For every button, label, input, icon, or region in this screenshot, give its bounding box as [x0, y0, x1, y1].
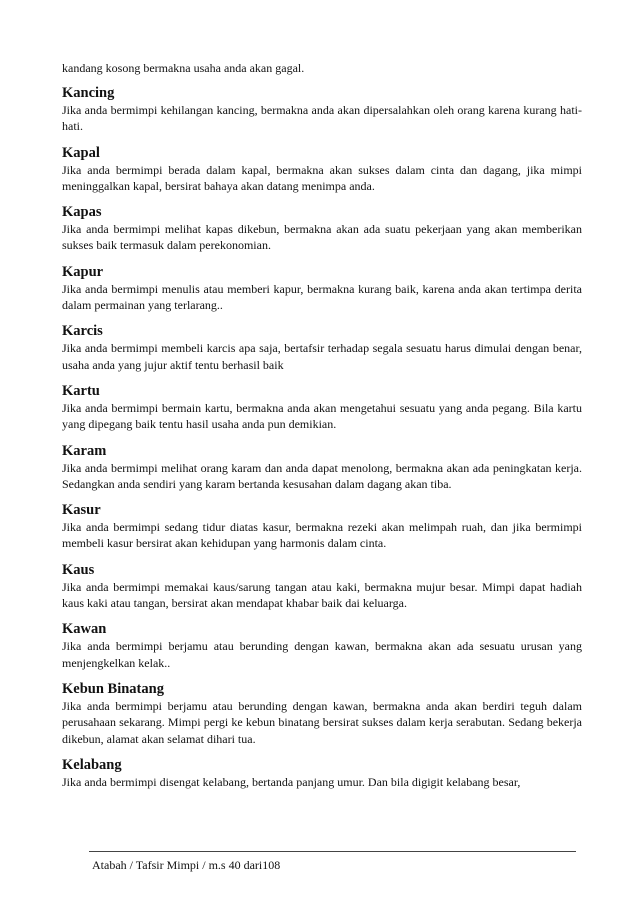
entry-text: Jika anda bermimpi disengat kelabang, bertanda panjang umur. Dan bila digigit kelabang besar, — [62, 774, 521, 789]
entry-text: Jika anda bermimpi berjamu atau berunding dengan kawan, bermakna anda akan berdiri teguh dalam perusahaan sekarang. Mimpi pergi ke kebun binatang bersirat sukses dalam kerja serabutan. Sedang bekerja dikebun, alamat akan selamat dihari tua. — [62, 698, 582, 746]
entry-title: Kelabang — [62, 756, 122, 773]
entry-title: Kapal — [62, 144, 100, 161]
entry-title: Kasur — [62, 502, 101, 519]
entry-title: Kebun Binatang — [62, 680, 164, 697]
entry-text: Jika anda bermimpi menulis atau memberi kapur, bermakna kurang baik, karena anda akan tertimpa derita dalam permainan yang terlarang.. — [62, 281, 582, 313]
entry-title: Kapas — [62, 204, 102, 221]
footer-divider — [89, 851, 576, 852]
entry-text: Jika anda bermimpi sedang tidur diatas kasur, bermakna rezeki akan melimpah ruah, dan jika bermimpi membeli kasur bersirat akan kehidupan yang harmonis dalam cinta. — [62, 520, 582, 551]
entry-title: Kancing — [62, 85, 115, 101]
entry — [62, 323, 582, 373]
entry — [62, 757, 582, 790]
entry — [62, 264, 582, 314]
document-page — [62, 60, 582, 800]
entry-title: Kapur — [62, 263, 104, 280]
entry-text: Jika anda bermimpi memakai kaus/sarung tangan atau kaki, bermakna mujur besar. Mimpi dapat hadiah kaus kaki atau tangan, bersirat akan mendapat khabar baik dai keluarga. — [62, 579, 582, 611]
entry — [62, 145, 582, 195]
entry — [62, 562, 582, 612]
page-footer: Atabah / Tafsir Mimpi / m.s 40 dari108 — [92, 858, 281, 872]
entry-title: Kaus — [62, 561, 95, 578]
entry-text: Jika anda bermimpi membeli karcis apa saja, bertafsir terhadap segala sesuatu harus dimulai dengan benar, usaha anda yang jujur aktif tentu berhasil baik — [62, 341, 582, 372]
entry-text: Jika anda bermimpi berjamu atau berunding dengan kawan, bermakna akan ada sesuatu urusan yang menjengkelkan kelak.. — [62, 639, 582, 670]
entry — [62, 681, 582, 747]
entry — [62, 204, 582, 254]
entry-text: Jika anda bermimpi berada dalam kapal, bermakna akan sukses dalam cinta dan dagang, jika mimpi meninggalkan kapal, bersirat bahaya akan datang menimpa anda. — [62, 162, 582, 193]
entry-title: Kartu — [62, 382, 100, 399]
entry — [62, 621, 582, 671]
intro-text: kandang kosong bermakna usaha anda akan gagal. — [62, 61, 305, 75]
entry-title: Karam — [62, 442, 107, 459]
entry — [62, 502, 582, 552]
entry-title: Karcis — [62, 323, 103, 340]
entry — [62, 443, 582, 493]
entry-text: Jika anda bermimpi bermain kartu, bermakna anda akan mengetahui sesuatu yang anda pegang. Bila kartu yang dipegang baik tentu hasil usaha anda pun demikian. — [62, 400, 582, 432]
entry-text: Jika anda bermimpi kehilangan kancing, bermakna anda akan dipersalahkan oleh orang karena kurang hati-hati. — [62, 103, 582, 134]
entry-text: Jika anda bermimpi melihat kapas dikebun, bermakna akan ada suatu pekerjaan yang akan memberikan sukses baik termasuk dalam perekonomian. — [62, 222, 582, 253]
entry — [62, 85, 582, 135]
entry — [62, 383, 582, 433]
entry-title: Kawan — [62, 621, 107, 638]
entry-text: Jika anda bermimpi melihat orang karam dan anda dapat menolong, bermakna akan ada peningkatan kerja. Sedangkan anda sendiri yang karam bertanda kesusahan dalam dagang akan tiba. — [62, 460, 582, 491]
